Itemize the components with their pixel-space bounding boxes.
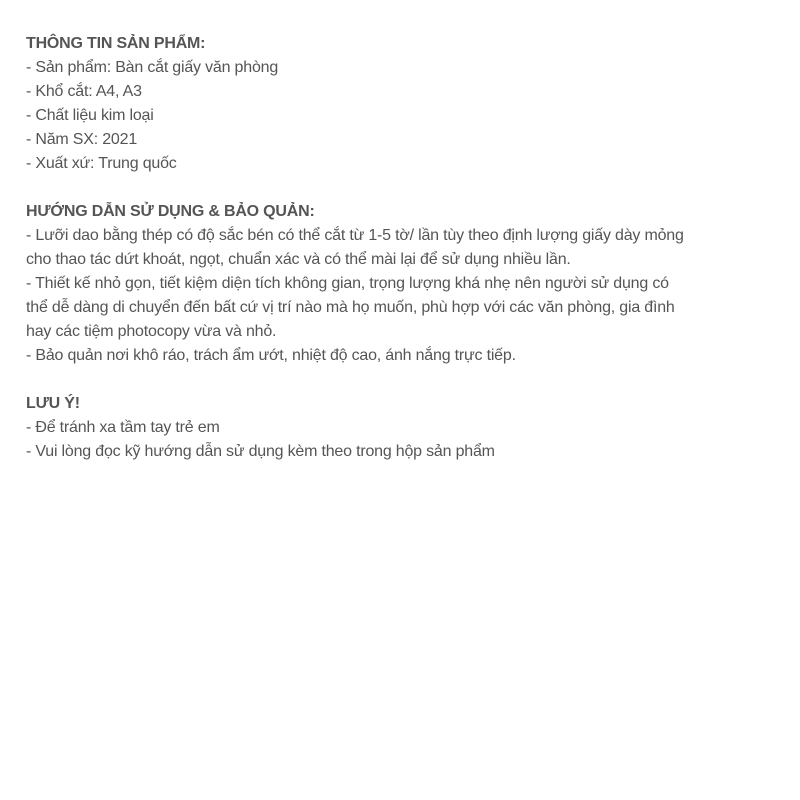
notes-line: - Vui lòng đọc kỹ hướng dẫn sử dụng kèm theo trong hộp sản phẩm: [26, 443, 495, 460]
product-info-line: - Chất liệu kim loại: [26, 107, 154, 124]
product-info-section: [26, 32, 776, 176]
usage-heading: HƯỚNG DẪN SỬ DỤNG & BẢO QUẢN:: [26, 203, 315, 220]
product-description: [26, 32, 776, 488]
usage-line: - Thiết kế nhỏ gọn, tiết kiệm diện tích không gian, trọng lượng khá nhẹ nên người sử dụng có: [26, 275, 669, 292]
notes-section: [26, 392, 776, 464]
product-info-line: - Năm SX: 2021: [26, 131, 138, 148]
usage-line: thể dễ dàng di chuyển đến bất cứ vị trí nào mà họ muốn, phù hợp với các văn phòng, gia đình: [26, 299, 675, 316]
usage-section: [26, 200, 776, 368]
product-info-line: - Sản phẩm: Bàn cắt giấy văn phòng: [26, 59, 279, 76]
product-info-heading: THÔNG TIN SẢN PHẨM:: [26, 35, 206, 52]
usage-line: - Lưỡi dao bằng thép có độ sắc bén có thể cắt từ 1-5 tờ/ lần tùy theo định lượng giấy dày mỏng: [26, 227, 684, 244]
notes-line: - Để tránh xa tầm tay trẻ em: [26, 419, 220, 436]
usage-line: cho thao tác dứt khoát, ngọt, chuẩn xác và có thể mài lại để sử dụng nhiều lần.: [26, 251, 571, 268]
product-info-line: - Xuất xứ: Trung quốc: [26, 155, 177, 172]
product-info-line: - Khổ cắt: A4, A3: [26, 83, 142, 100]
usage-line: - Bảo quản nơi khô ráo, trách ẩm ướt, nhiệt độ cao, ánh nắng trực tiếp.: [26, 347, 516, 364]
notes-heading: LƯU Ý!: [26, 395, 80, 412]
usage-line: hay các tiệm photocopy vừa và nhỏ.: [26, 323, 277, 340]
